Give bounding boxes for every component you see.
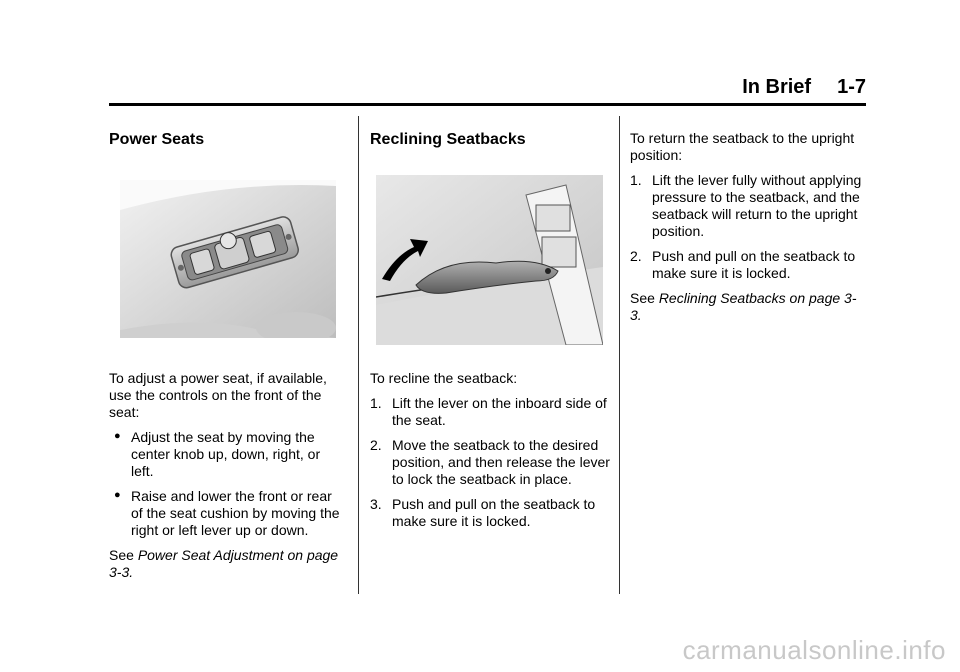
column-power-seats [109,130,345,150]
bullet-icon: ● [114,489,121,501]
list-item: 3. Push and pull on the seatback to make sure it is locked. [370,496,596,529]
column-upright [630,130,866,332]
cross-reference-link[interactable]: Power Seat Adjustment on page 3-3. [109,547,339,580]
recline-intro: To recline the seatback: [370,370,518,386]
power-seat-controls-illustration [120,180,336,338]
page-number: 1-7 [837,76,866,98]
list-item: ● Adjust the seat by moving the center knob up, down, right, or left. [114,429,321,479]
list-item: 1. Lift the lever fully without applying pressure to the seatback, and the seatback will return to the upright position. [630,172,862,239]
upright-steps [630,172,866,282]
column-divider-1 [358,116,359,594]
recline-steps [370,395,610,530]
list-item: 2. Move the seatback to the desired position, and then release the lever to lock the seatback in place. [370,437,610,487]
seatback-lever-illustration [376,175,603,345]
power-seats-bullets [109,429,345,539]
column-reclining-seatbacks [370,130,610,150]
list-item: 1. Lift the lever on the inboard side of the seat. [370,395,607,428]
reclining-seatbacks-heading: Reclining Seatbacks [370,131,526,148]
reclining-seatbacks-body [370,370,610,538]
list-item: ● Raise and lower the front or rear of the seat cushion by moving the right or left lever up or down. [114,488,340,538]
page-header [0,76,866,99]
list-item: 2. Push and pull on the seatback to make sure it is locked. [630,248,856,281]
section-title: In Brief [742,76,812,98]
bullet-icon: ● [114,430,121,442]
power-seats-cross-reference: See Power Seat Adjustment on page 3-3. [109,547,339,580]
header-rule [109,103,866,106]
watermark: carmanualsonline.info [682,635,946,665]
power-seats-body [109,370,345,589]
cross-reference-link[interactable]: Reclining Seatbacks on page 3-3. [630,290,857,323]
column-divider-2 [619,116,620,594]
upright-intro: To return the seatback to the upright position: [630,130,855,163]
power-seats-intro: To adjust a power seat, if available, use the controls on the front of the seat: [109,370,327,420]
upright-cross-reference: See Reclining Seatbacks on page 3-3. [630,290,857,323]
power-seats-heading: Power Seats [109,131,205,148]
